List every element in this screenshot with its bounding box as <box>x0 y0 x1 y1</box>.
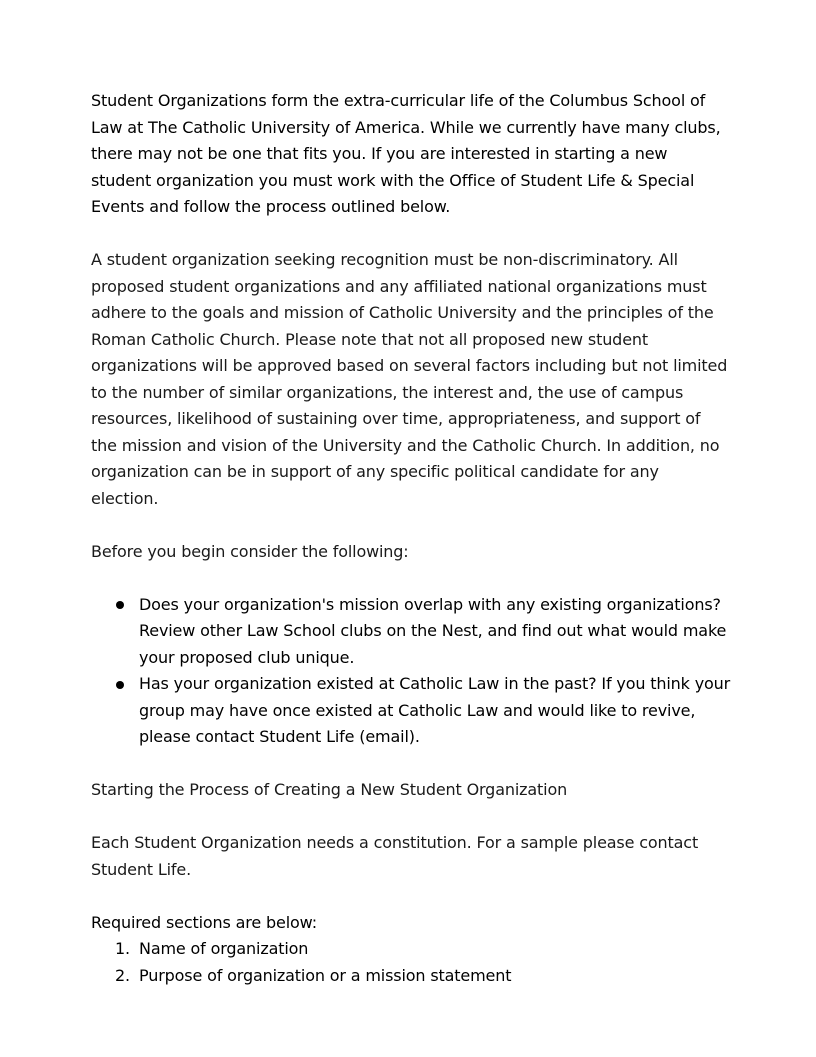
list-item <box>115 936 731 963</box>
list-item <box>115 963 731 990</box>
list-item-text: Has your organization existed at Catholic Law in the past? If you think your group may have once existed at Catholic Law and would like to revive, please contact Student Life (email). <box>139 674 731 746</box>
list-item <box>139 671 731 751</box>
constitution-paragraph: Each Student Organization needs a constitution. For a sample please contact Student Life. <box>91 833 699 879</box>
process-heading: Starting the Process of Creating a New Student Organization <box>91 780 568 799</box>
consider-list <box>91 592 731 751</box>
list-number: 2. <box>115 965 130 985</box>
list-number: 1. <box>115 939 130 958</box>
required-sections-list <box>91 936 731 989</box>
recognition-paragraph: A student organization seeking recognition must be non-discriminatory. All proposed student organizations and any affiliated national organizations must adhere to the goals and mission of Catholic University and the principles of the Roman Catholic Church. Please note that not all proposed new student organizations will be approved based on several factors including but not limited to the number of similar organizations, the interest and, the use of campus resources, likelihood of sustaining over time, appropriateness, and support of the mission and vision of the University and the Catholic Church. In addition, no organization can be in support of any specific political candidate for any election. <box>91 250 728 508</box>
list-item-text: Purpose of organization or a mission statement <box>139 965 512 985</box>
list-item-text: Does your organization's mission overlap with any existing organizations? Review other Law School clubs on the Nest, and find out what would make your proposed club unique. <box>139 594 727 667</box>
bullet-icon <box>116 681 124 689</box>
consider-heading: Before you begin consider the following: <box>91 541 409 561</box>
list-item <box>139 592 731 672</box>
list-item-text: Name of organization <box>139 939 309 958</box>
intro-paragraph: Student Organizations form the extra-curricular life of the Columbus School of Law at The Catholic University of America. While we currently have many clubs, there may not be one that fits you. If you are interested in starting a new student organization you must work with the Office of Student Life & Special Events and follow the process outlined below. <box>91 91 721 216</box>
bullet-icon <box>116 601 124 609</box>
required-heading: Required sections are below: <box>91 912 317 932</box>
document-page <box>91 88 731 989</box>
